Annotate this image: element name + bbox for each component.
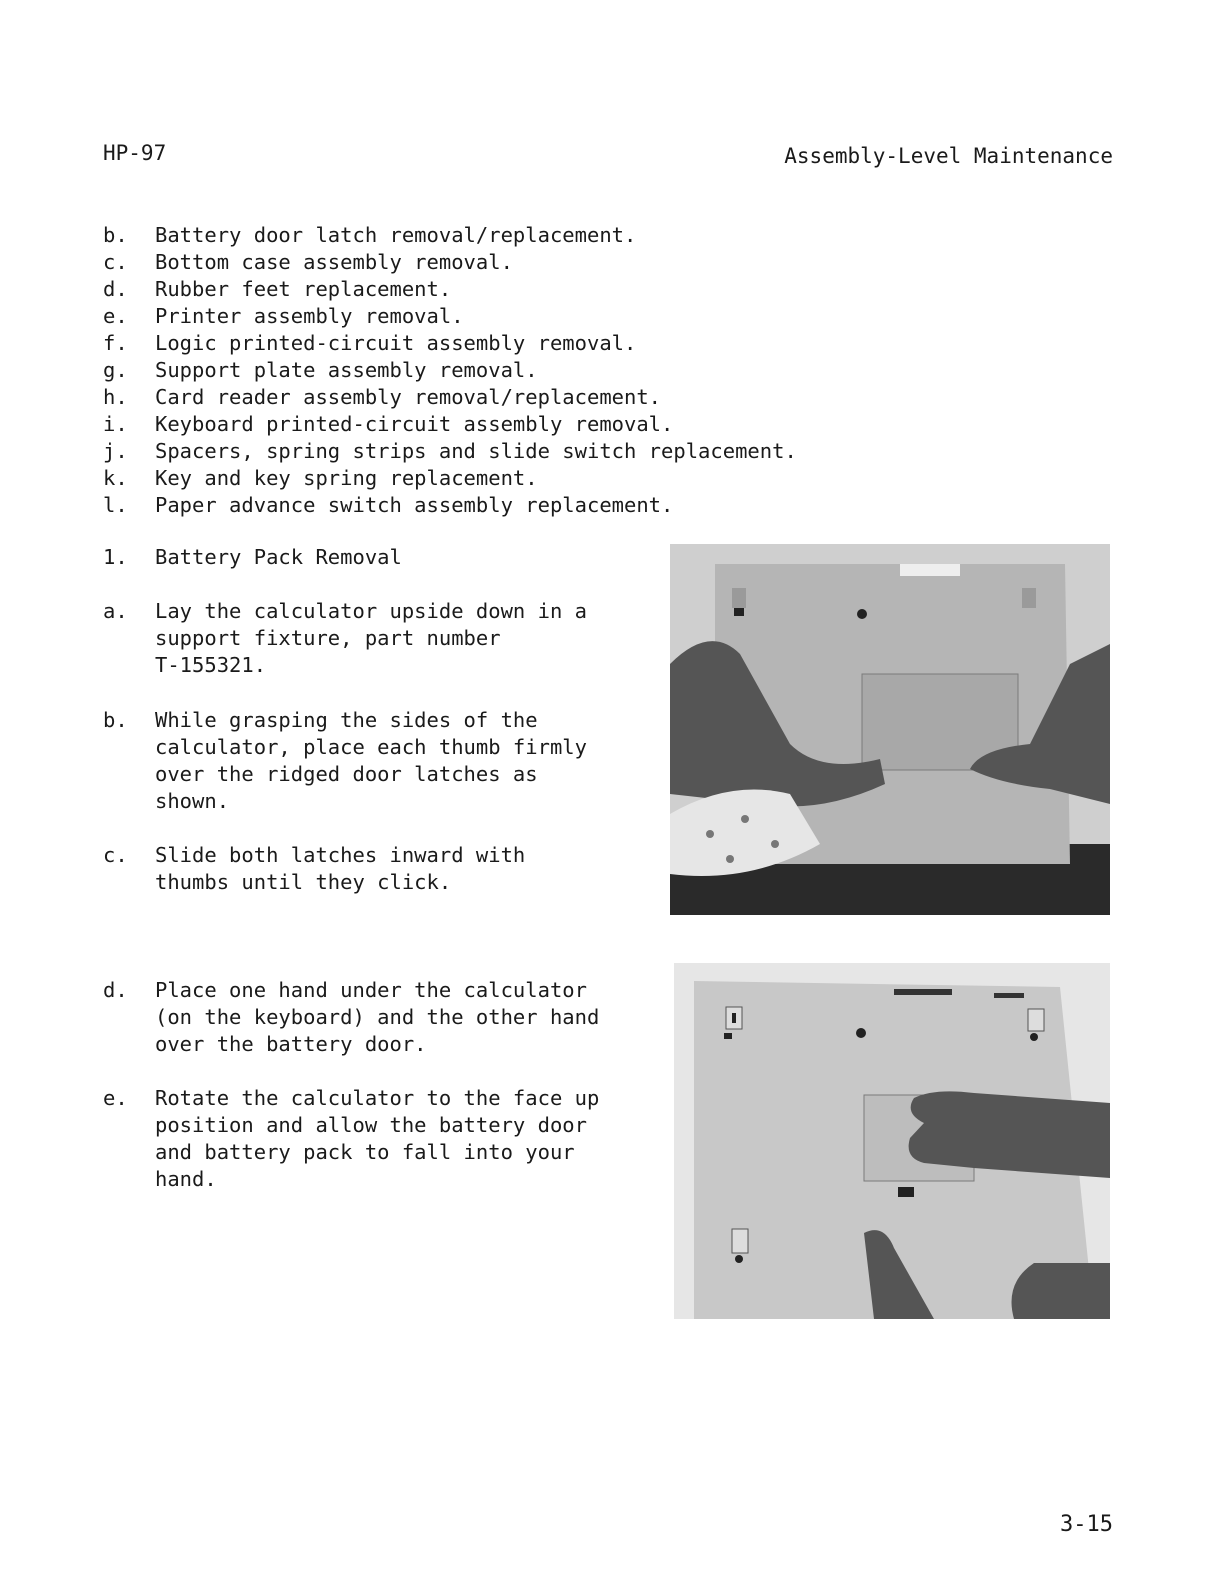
list-item-letter: b. <box>103 223 128 247</box>
list-item <box>103 303 464 330</box>
step-letter: c. <box>103 843 128 867</box>
step-letter: d. <box>103 978 128 1002</box>
list-item-letter: d. <box>103 277 128 301</box>
photo-thumbs-on-latches <box>670 544 1110 915</box>
list-item-text: Keyboard printed-circuit assembly removal. <box>155 412 674 436</box>
list-item-letter: c. <box>103 250 128 274</box>
list-item-text: Bottom case assembly removal. <box>155 250 513 274</box>
list-item-text: Support plate assembly removal. <box>155 358 538 382</box>
list-item <box>103 465 538 492</box>
page-number: 3-15 <box>1060 1512 1113 1537</box>
list-item-text: Paper advance switch assembly replacement. <box>155 493 674 517</box>
list-item <box>103 357 538 384</box>
list-item-text: Battery door latch removal/replacement. <box>155 223 637 247</box>
step-text: Slide both latches inward with thumbs until they click. <box>155 843 526 894</box>
list-item-letter: e. <box>103 304 128 328</box>
step-text: Rotate the calculator to the face up position and allow the battery door and battery pack to fall into your hand. <box>155 1086 600 1191</box>
page-header-left: HP-97 <box>103 141 167 165</box>
list-item-text: Rubber feet replacement. <box>155 277 452 301</box>
step-item <box>103 707 645 815</box>
list-item-letter: h. <box>103 385 128 409</box>
photo-thumbs-on-latches-drawing <box>670 544 1110 915</box>
step-text: While grasping the sides of the calculator, place each thumb firmly over the ridged door latches as shown. <box>155 708 587 813</box>
list-item-letter: g. <box>103 358 128 382</box>
step-item <box>103 1085 645 1193</box>
list-item-letter: k. <box>103 466 128 490</box>
step-item <box>103 598 645 679</box>
step-text: Place one hand under the calculator (on the keyboard) and the other hand over the battery door. <box>155 978 600 1056</box>
photo-hand-over-battery-door-drawing <box>674 963 1110 1319</box>
list-item <box>103 222 636 249</box>
section-number: 1. <box>103 545 128 569</box>
list-item-letter: f. <box>103 331 128 355</box>
list-item-text: Key and key spring replacement. <box>155 466 538 490</box>
photo-hand-over-battery-door <box>674 963 1110 1319</box>
list-item <box>103 276 451 303</box>
step-letter: a. <box>103 599 128 623</box>
list-item-letter: l. <box>103 493 128 517</box>
list-item <box>103 411 673 438</box>
list-item <box>103 330 636 357</box>
list-item-letter: i. <box>103 412 128 436</box>
step-text: Lay the calculator upside down in a support fixture, part number T-155321. <box>155 599 587 677</box>
list-item-text: Spacers, spring strips and slide switch replacement. <box>155 439 797 463</box>
section-title: Battery Pack Removal <box>155 545 402 569</box>
list-item-text: Logic printed-circuit assembly removal. <box>155 331 637 355</box>
page-header-right: Assembly-Level Maintenance <box>784 144 1113 168</box>
list-item-text: Card reader assembly removal/replacement. <box>155 385 662 409</box>
step-letter: b. <box>103 708 128 732</box>
list-item <box>103 249 513 276</box>
list-item <box>103 438 797 465</box>
list-item <box>103 384 661 411</box>
list-item <box>103 492 673 519</box>
step-letter: e. <box>103 1086 128 1110</box>
step-item <box>103 977 645 1058</box>
list-item-letter: j. <box>103 439 128 463</box>
list-item-text: Printer assembly removal. <box>155 304 464 328</box>
section-heading <box>103 544 402 571</box>
step-item <box>103 842 645 896</box>
